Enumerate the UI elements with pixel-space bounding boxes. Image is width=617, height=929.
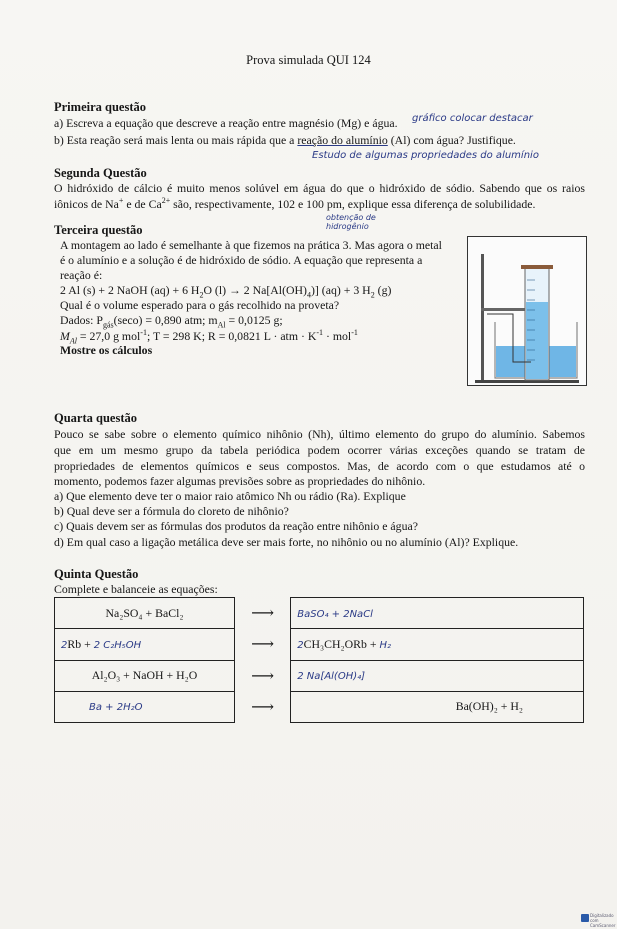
q3-handwritten-note bbox=[326, 213, 376, 231]
eq4-arrow: ⟶ bbox=[251, 698, 275, 716]
q3-m-sup: -1 bbox=[140, 328, 147, 337]
q3-line-3: reação é: bbox=[60, 268, 103, 282]
q2-l2-mid: e de Ca bbox=[123, 196, 162, 211]
q1-heading: Primeira questão bbox=[54, 100, 146, 114]
eq1-left-text: Na₂SO₄ + BaCl₂ bbox=[105, 605, 184, 620]
q3-eq-mid: O (l) → 2 Na[Al(OH) bbox=[203, 283, 307, 297]
q4-item-b: b) Qual deve ser a fórmula do cloreto de nihônio? bbox=[54, 504, 289, 518]
eq1-arrow: ⟶ bbox=[251, 605, 275, 623]
q2-line-2 bbox=[54, 196, 536, 212]
eq4-right-text: Ba(OH)₂ + H₂ bbox=[455, 699, 523, 714]
eq2-left-coef: 2 bbox=[61, 639, 68, 651]
q3-m-pre: M bbox=[60, 328, 70, 343]
eq1-left bbox=[55, 598, 235, 629]
q1-item-a-text: a) Escreva a equação que descreve a reação entre magnésio (Mg) e água. bbox=[54, 116, 398, 130]
q1-item-b bbox=[54, 133, 516, 148]
q3-eq-sub1: 2 bbox=[199, 290, 204, 300]
eq3-arrow: ⟶ bbox=[251, 667, 275, 685]
cylinder-water bbox=[526, 302, 548, 379]
equation-row-2 bbox=[55, 629, 584, 660]
q2-heading: Segunda Questão bbox=[54, 166, 147, 180]
q4-line-3: propriedades de elementos químicos e seus compostos. Mas, de acordo com o que estudamos até o bbox=[54, 459, 585, 473]
q3-m-sub: Al bbox=[69, 336, 77, 346]
page-title: Prova simulada QUI 124 bbox=[246, 53, 371, 67]
q1-a-handwritten-note: gráfico colocar destacar bbox=[412, 113, 533, 124]
q3-m-mid: = 27,0 g mol bbox=[76, 328, 141, 343]
q4-line-2: que em um mesmo grupo da tabela periódica podem ocorrer várias exceções quando se tratam de bbox=[54, 443, 585, 457]
eq2-right-coef: 2 bbox=[297, 639, 304, 651]
q3-eq-sub3: 2 bbox=[370, 290, 375, 300]
cylinder-base bbox=[521, 265, 553, 269]
q4-line-1: Pouco se sabe sobre o elemento químico nihônio (Nh), último elemento do grupo do alumínio. Sabemos bbox=[54, 427, 585, 441]
eq2-right-handwritten: H₂ bbox=[379, 639, 392, 651]
q3-eq-mid2: )] (aq) + 3 H bbox=[310, 283, 371, 297]
q3-equation bbox=[60, 283, 391, 299]
q3-question: Qual é o volume esperado para o gás recolhido na proveta? bbox=[60, 298, 340, 312]
eq3-right-handwritten: 2 Na[Al(OH)₄] bbox=[297, 671, 366, 683]
equation-row-3 bbox=[55, 660, 584, 691]
q1-b-handwritten-note: Estudo de algumas propriedades do alumínio bbox=[312, 150, 539, 161]
eq4-right bbox=[291, 691, 584, 722]
eq3-left-text: Al₂O₃ + NaOH + H₂O bbox=[91, 668, 198, 683]
apparatus-figure bbox=[467, 236, 587, 386]
q4-item-c: c) Quais devem ser as fórmulas dos produtos da reação entre nihônio e água? bbox=[54, 519, 418, 533]
q3-dados-sub2: Al bbox=[217, 320, 226, 330]
equation-row-4 bbox=[55, 691, 584, 722]
eq1-right bbox=[291, 598, 584, 629]
eq4-left-handwritten: Ba + 2H₂O bbox=[89, 702, 143, 714]
q4-line-4: momento, podemos fazer algumas previsões sobre as propriedades do nihônio. bbox=[54, 474, 426, 488]
eq2-left bbox=[55, 629, 235, 660]
q3-dados bbox=[60, 313, 283, 329]
q3-line-2: é o alumínio e a solução é de hidróxido de sódio. A equação que representa a bbox=[60, 253, 423, 267]
q3-hand-line-2: hidrogênio bbox=[326, 222, 369, 231]
q3-heading: Terceira questão bbox=[54, 223, 143, 237]
q2-line-1: O hidróxido de cálcio é muito menos solúvel em água do que o hidróxido de sódio. Sabendo que os raios bbox=[54, 181, 585, 195]
eq4-left bbox=[55, 691, 235, 722]
camscanner-logo-text: Digitalizado com CamScanner bbox=[590, 913, 616, 928]
q3-dados-pre: Dados: P bbox=[60, 313, 103, 327]
q3-m-post2: · mol bbox=[323, 328, 352, 343]
eq2-right-text: CH₃CH₂ORb + bbox=[303, 636, 380, 651]
q3-eq-post: (g) bbox=[374, 283, 392, 297]
eq3-left bbox=[55, 660, 235, 691]
eq2-left-text: Rb + bbox=[67, 636, 94, 651]
q4-heading: Quarta questão bbox=[54, 411, 137, 425]
q5-heading: Quinta Questão bbox=[54, 567, 139, 581]
q3-m-post: ; T = 298 K; R = 0,0821 L · atm · K bbox=[146, 328, 317, 343]
q3-dados-sub: gás bbox=[102, 320, 114, 330]
q1-item-b-post: (Al) com água? Justifique. bbox=[387, 133, 516, 147]
eq1-right-handwritten: BaSO₄ + 2NaCl bbox=[297, 608, 373, 620]
equation-row-1 bbox=[55, 598, 584, 629]
q1-item-b-underlined: reação do alumínio bbox=[297, 133, 388, 147]
eq3-right bbox=[291, 660, 584, 691]
q3-m-sup2: -1 bbox=[316, 328, 324, 337]
q3-line-1: A montagem ao lado é semelhante à que fizemos na prática 3. Mas agora o metal bbox=[60, 238, 442, 252]
q1-item-b-pre: b) Esta reação será mais lenta ou mais rápida que a bbox=[54, 133, 298, 147]
q1-item-a bbox=[54, 116, 398, 131]
q3-eq-pre: 2 Al (s) + 2 NaOH (aq) + 6 H bbox=[60, 283, 200, 297]
q2-l2-pre: iônicos de Na bbox=[54, 196, 119, 211]
eq2-left-handwritten: 2 C₂H₅OH bbox=[93, 639, 142, 651]
q3-show-calculations: Mostre os cálculos bbox=[60, 343, 153, 357]
q2-l2-sup2: 2+ bbox=[161, 196, 171, 205]
eq2-arrow: ⟶ bbox=[251, 636, 275, 654]
camscanner-logo-mark bbox=[581, 914, 589, 922]
q4-item-a: a) Que elemento deve ter o maior raio atômico Nh ou rádio (Ra). Explique bbox=[54, 489, 406, 503]
q3-m-sup3: -1 bbox=[351, 328, 358, 337]
q2-l2-post: são, respectivamente, 102 e 100 pm, explique essa diferença de solubilidade. bbox=[170, 196, 536, 211]
q3-dados-mid: (seco) = 0,890 atm; m bbox=[113, 313, 218, 327]
q5-subtitle: Complete e balanceie as equações: bbox=[54, 582, 218, 596]
q3-dados-post: = 0,0125 g; bbox=[225, 313, 283, 327]
q2-l2-sup1: + bbox=[118, 196, 124, 205]
eq2-right bbox=[291, 629, 584, 660]
q4-item-d: d) Em qual caso a ligação metálica deve ser mais forte, no nihônio ou no alumínio (Al)? Explique. bbox=[54, 535, 519, 549]
q3-eq-sub2: 4 bbox=[306, 290, 311, 300]
equations-table bbox=[54, 597, 584, 723]
q3-hand-line-1: obtenção de bbox=[326, 213, 376, 222]
stand-rod bbox=[481, 254, 484, 382]
